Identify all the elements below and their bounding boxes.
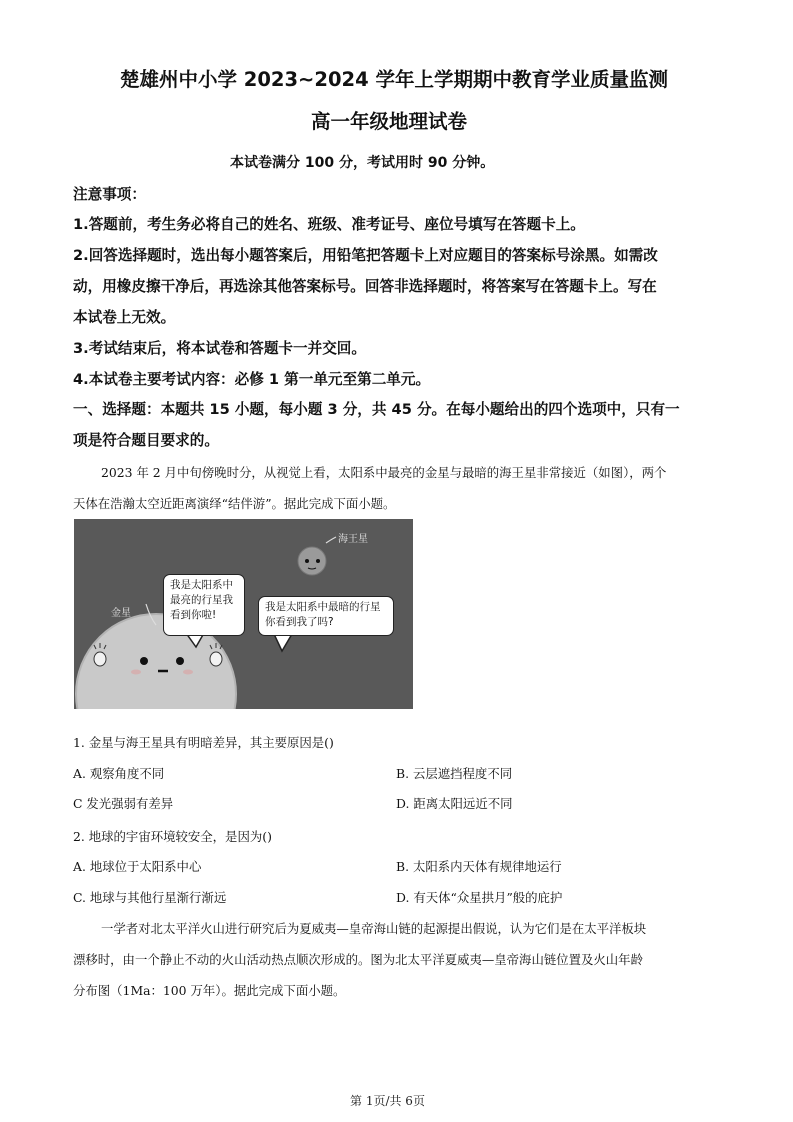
exam-title-line2: 高一年级地理试卷: [311, 110, 468, 133]
note-item: 动，用橡皮擦干净后，再选涂其他答案标号。回答非选择题时，将答案写在答题卡上。写在: [73, 278, 657, 295]
option-c: C 发光强弱有差异: [73, 796, 174, 811]
exam-title-line1: 楚雄州中小学 2023~2024 学年上学期期中教育学业质量监测: [120, 68, 668, 91]
neptune-label: 海王星: [338, 534, 368, 545]
question-stem: 2. 地球的宇宙环境较安全，是因为(): [73, 829, 272, 844]
page-number: 第 1页/共 6页: [350, 1094, 425, 1108]
note-item: 2.回答选择题时，选出每小题答案后，用铅笔把答题卡上对应题目的答案标号涂黑。如需改: [73, 247, 658, 264]
passage-text: 2023 年 2 月中旬傍晚时分，从视觉上看，太阳系中最亮的金星与最暗的海王星非常接近（如图），两个: [101, 465, 667, 480]
option-b: B. 云层遮挡程度不同: [396, 766, 513, 781]
neptune-planet: [298, 547, 326, 575]
option-b: B. 太阳系内天体有规律地运行: [396, 859, 562, 874]
section-heading: 一、选择题：本题共 15 小题，每小题 3 分，共 45 分。在每小题给出的四个选项中，只有一: [73, 401, 680, 418]
passage-text: 漂移时，由一个静止不动的火山活动热点顺次形成的。图为北太平洋夏威夷—皇帝海山链位置及火山年龄: [73, 952, 643, 967]
note-item: 1.答题前，考生务必将自己的姓名、班级、准考证号、座位号填写在答题卡上。: [73, 216, 585, 233]
venus-eye-right-icon: [176, 657, 184, 665]
venus-neptune-figure: [74, 519, 413, 709]
venus-eye-left-icon: [140, 657, 148, 665]
notes-heading: 注意事项：: [73, 186, 146, 203]
exam-info: 本试卷满分 100 分，考试用时 90 分钟。: [230, 155, 495, 171]
option-c: C. 地球与其他行星渐行渐远: [73, 890, 227, 905]
option-d: D. 距离太阳远近不同: [396, 796, 513, 811]
venus-label: 金星: [111, 608, 131, 619]
passage-text: 分布图（1Ma：100 万年）。据此完成下面小题。: [73, 983, 346, 998]
passage-text: 一学者对北太平洋火山进行研究后为夏威夷—皇帝海山链的起源提出假说，认为它们是在太平洋板块: [101, 921, 647, 936]
option-a: A. 地球位于太阳系中心: [73, 859, 202, 874]
venus-speech-bubble: 我是太阳系中最亮的行星我看到你啦!: [163, 574, 245, 636]
question-stem: 1. 金星与海王星具有明暗差异，其主要原因是(): [73, 735, 334, 750]
option-a: A. 观察角度不同: [73, 766, 165, 781]
passage-text: 天体在浩瀚太空近距离演绎“结伴游”。据此完成下面小题。: [73, 496, 396, 511]
note-item: 4.本试卷主要考试内容：必修 1 第一单元至第二单元。: [73, 371, 431, 388]
note-item: 3.考试结束后，将本试卷和答题卡一并交回。: [73, 340, 366, 357]
section-heading-cont: 项是符合题目要求的。: [73, 432, 219, 449]
option-d: D. 有天体“众星拱月”般的庇护: [396, 890, 563, 905]
note-item: 本试卷上无效。: [73, 309, 176, 326]
neptune-speech-bubble: 我是太阳系中最暗的行星你看到我了吗?: [258, 596, 394, 636]
